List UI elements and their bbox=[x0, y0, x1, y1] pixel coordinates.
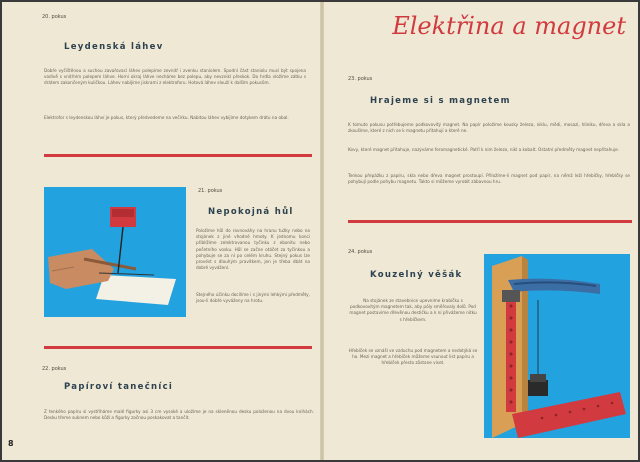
illustration-magic-hanger bbox=[484, 254, 630, 438]
experiment-24-text: Na stojánek ze stavebnice upevníme krabičku s podkovovitým magnetem tak, aby póly směřovaly dolů. Pod magnet postavíme dřevěnou destičku a k ní přivážeme nitku s hřebíčkem. bbox=[349, 298, 477, 322]
experiment-23-title: Hrajeme si s magnetem bbox=[370, 96, 511, 106]
experiment-21-title: Nepokojná hůl bbox=[208, 207, 294, 217]
hand-with-stick-drawing bbox=[44, 187, 186, 317]
experiment-21-number: 21. pokus bbox=[198, 188, 223, 194]
experiment-24-number: 24. pokus bbox=[348, 249, 373, 255]
book-spread bbox=[2, 2, 638, 460]
experiment-23-number: 23. pokus bbox=[348, 76, 373, 82]
experiment-23-text-3: Tenkou přepážku z papíru, skla nebo dřeva magnet prostoupí. Přiložíme-li magnet pod papír, na němž leží hřebíčky, hřebíčky se pohybují podle pohybu magnetu. Takto si můžeme vyrobit zábavnou hru. bbox=[348, 173, 630, 185]
red-divider-1 bbox=[44, 154, 312, 157]
chapter-title: Elektřina a magnet bbox=[392, 12, 626, 40]
magnet-stand-drawing bbox=[484, 254, 630, 438]
experiment-21-text-2: Stejného účinku docílíme i s jinými lehkými předměty, jsou-li dobře vyváženy na hrotu. bbox=[196, 292, 310, 304]
illustration-balanced-stick bbox=[44, 187, 186, 317]
experiment-23-text-2: Kovy, které magnet přitahuje, nazýváme feromagnetické. Patří k nim železo, nikl a kobalt. Ostatní předměty magnet nepřitahuje. bbox=[348, 147, 620, 152]
experiment-20-text-2: Elektrofor s leydenskou láhví je pokus, který předvedeme na večírku. Nabitou láhev vybíjíme dotykem drátu na obal. bbox=[44, 115, 289, 120]
experiment-20-text: Dobře vyčištěnou a suchou zavařovací láhev polepíme zevnitř i zvenku staniolem. Spodní část staniolu musí být spojena vodivě s vnitřním polepem láhve. Horní okraj láhve necháme bez polepu, aby nevznikl přeskok. Do hrdla vložíme zátku s drátem zakončeným kuličkou. Láhev nabíjíme jiskrami z elektroforu. Hotová láhev slouží k dalším pokusům. bbox=[44, 68, 306, 86]
page-number: 8 bbox=[8, 439, 14, 448]
experiment-22-number: 22. pokus bbox=[42, 366, 67, 372]
experiment-23-text: K tomuto pokusu potřebujeme podkovovitý magnet. Na papír položíme kousky železa, niklu, mědi, mosazi, hliníku, dřeva a skla a zkoušíme, které z nich se k magnetu přitahují a které ne. bbox=[348, 122, 630, 134]
experiment-21-text: Položíme hůl do rovnováhy na hranu tužky nebo na stojánek z jiné vhodné hmoty. K jednomu konci přiblížíme zelektrovanou tyčinku z ebonitu nebo pečetního vosku. Hůl se začne otáčet za tyčinkou a pohybuje se za ní po celém kruhu. Stejný pokus lze provést s dlouhým pravítkem, jen je třeba dbát na dobré vyvážení. bbox=[196, 228, 310, 271]
red-divider-3 bbox=[348, 220, 632, 223]
experiment-24-text-2: Hřebíček se vznáší ve vzduchu pod magnetem a nedotýká se ho. Mezi magnet a hřebíček můžeme vsunout list papíru a hřebíček přesto zůstane viset. bbox=[348, 348, 478, 366]
experiment-24-title: Kouzelný věšák bbox=[370, 270, 463, 280]
experiment-22-text: Z tenkého papíru si vystřiháme malé figurky asi 3 cm vysoké a uložíme je na skleněnou desku položenou na dvou knihách. Desku třeme suknem nebo kůží a figurky začnou poskakovat a tančit. bbox=[44, 409, 314, 421]
book-gutter bbox=[320, 2, 324, 460]
experiment-20-title: Leydenská láhev bbox=[64, 42, 164, 52]
experiment-22-title: Papíroví tanečníci bbox=[64, 382, 174, 392]
red-divider-2 bbox=[44, 346, 312, 349]
experiment-20-number: 20. pokus bbox=[42, 14, 67, 20]
